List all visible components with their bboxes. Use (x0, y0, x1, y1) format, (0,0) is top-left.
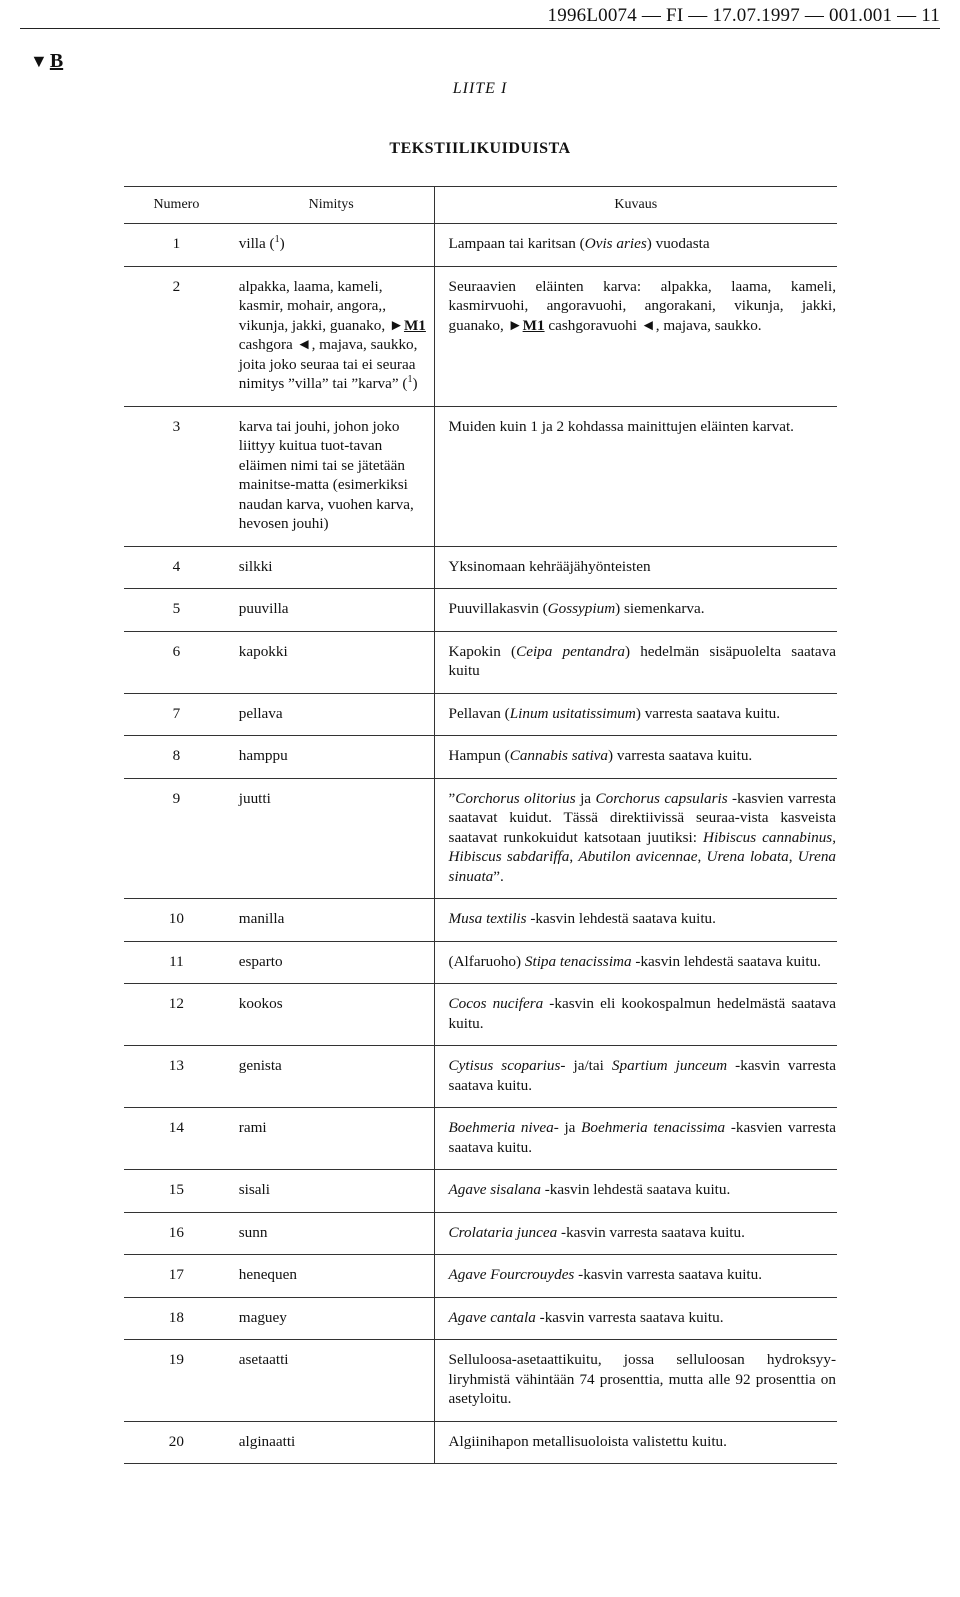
fibre-description (434, 589, 837, 632)
fibre-description-text: Agave sisalana -kasvin lehdestä saatava kuitu. (448, 1181, 731, 1198)
table-row (124, 1212, 837, 1255)
fibre-name (229, 899, 434, 942)
row-number: 8 (124, 736, 229, 779)
row-number: 11 (124, 941, 229, 984)
fibre-description-text: Agave cantala -kasvin varresta saatava kuitu. (448, 1308, 724, 1326)
fibre-description (434, 631, 837, 693)
fibre-description (434, 1212, 837, 1255)
fibre-description (434, 546, 837, 589)
fibre-name-text: villa ($^1$) (238, 233, 285, 252)
table-row (124, 266, 837, 406)
fibre-name-text: sunn (238, 1223, 268, 1241)
row-number: 14 (124, 1108, 229, 1170)
amendment-marker (30, 50, 63, 73)
document-reference-header: 1996L0074 — FI — 17.07.1997 — 001.001 — 11 (547, 5, 940, 26)
fibre-name (229, 631, 434, 693)
row-number: 19 (124, 1340, 229, 1422)
fibre-name-text: manilla (238, 910, 285, 927)
fibre-name-text: karva tai jouhi, johon joko liittyy kuitua tuot-tavan eläimen nimi tai se jätetään mainitse-matta (esimerkiksi naudan karva, vuohen karva, hevosen jouhi) (238, 417, 414, 532)
fibre-name (229, 984, 434, 1046)
header-rule (20, 28, 940, 29)
table-row (124, 631, 837, 693)
fibre-description (434, 736, 837, 779)
fibre-description (434, 224, 837, 267)
fibre-name (229, 1255, 434, 1298)
table-row (124, 941, 837, 984)
fibre-description-text: Selluloosa-asetaattikuitu, jossa selluloosan hydroksyy-liryhmistä vähintään 74 prosenttia, mutta alle 92 prosenttia on asetyloitu. (448, 1351, 836, 1407)
fibre-description-text: Cytisus scoparius- ja/tai Spartium junceum -kasvin varresta saatava kuitu. (448, 1057, 836, 1094)
fibre-name (229, 693, 434, 736)
fibre-description-text: Pellavan (Linum usitatissimum) varresta saatava kuitu. (448, 704, 781, 722)
fibre-description (434, 984, 837, 1046)
table-row (124, 546, 837, 589)
table-row (124, 1170, 837, 1213)
fibre-name (229, 1170, 434, 1213)
table-row (124, 1046, 837, 1108)
row-number: 10 (124, 899, 229, 942)
fibre-name (229, 1297, 434, 1340)
row-number: 6 (124, 631, 229, 693)
fibre-description-text: Hampun (Cannabis sativa) varresta saatava kuitu. (448, 747, 753, 764)
fibre-name (229, 224, 434, 267)
fibre-name-text: kapokki (238, 642, 288, 660)
fibre-description (434, 941, 837, 984)
row-number: 15 (124, 1170, 229, 1213)
fibre-name-text: asetaatti (238, 1351, 289, 1368)
fibre-description-text: Musa textilis -kasvin lehdestä saatava kuitu. (448, 910, 716, 927)
row-number: 4 (124, 546, 229, 589)
table-row (124, 589, 837, 632)
fibre-description-text: Yksinomaan kehrääjähyönteisten (448, 557, 651, 575)
fibre-description-text: Crolataria juncea -kasvin varresta saatava kuitu. (448, 1223, 745, 1241)
fibre-description (434, 1108, 837, 1170)
fibre-name-text: henequen (238, 1266, 297, 1283)
fibre-description (434, 1297, 837, 1340)
fibre-description (434, 406, 837, 546)
annex-title: LIITE I (452, 80, 508, 97)
row-number: 20 (124, 1421, 229, 1464)
fibre-description-text: Puuvillakasvin (Gossypium) siemenkarva. (448, 600, 705, 617)
fibre-description (434, 778, 837, 899)
fibre-name-text: alpakka, laama, kameli, kasmir, mohair, angora,, vikunja, jakki, guanako, ►M1 cashgora ◄, majava, saukko, joita joko seuraa tai ei seuraa nimitys ”villa” tai ”karva” ($^1$) (238, 277, 426, 392)
row-number: 1 (124, 224, 229, 267)
table-row (124, 899, 837, 942)
down-triangle-icon: ▼ (30, 51, 48, 71)
fibre-name-text: maguey (238, 1308, 287, 1326)
table-row (124, 224, 837, 267)
table-row (124, 1108, 837, 1170)
table-row (124, 778, 837, 899)
fibre-description (434, 266, 837, 406)
row-number: 3 (124, 406, 229, 546)
table-row (124, 1421, 837, 1464)
row-number: 7 (124, 693, 229, 736)
column-header-name: Nimitys (229, 187, 434, 224)
fibre-description-text: Cocos nucifera -kasvin eli kookospalmun hedelmästä saatava kuitu. (448, 995, 836, 1032)
fibre-description-text: Seuraavien eläinten karva: alpakka, laama, kameli, kasmirvuohi, angoravuohi, angorakani, vikunja, jakki, guanako, ►M1 cashgoravuohi ◄, majava, saukko. (448, 277, 836, 334)
table-row (124, 1255, 837, 1298)
fibre-description-text: Algiinihapon metallisuoloista valistettu kuitu. (448, 1432, 727, 1450)
fibre-name (229, 1046, 434, 1108)
fibre-description-text: Boehmeria nivea- ja Boehmeria tenacissima -kasvien varresta saatava kuitu. (448, 1119, 836, 1156)
row-number: 13 (124, 1046, 229, 1108)
fibre-name (229, 778, 434, 899)
column-header-description: Kuvaus (434, 187, 837, 224)
row-number: 2 (124, 266, 229, 406)
fibre-name-text: puuvilla (238, 600, 289, 617)
fibre-description-text: Muiden kuin 1 ja 2 kohdassa mainittujen eläinten karvat. (448, 417, 794, 435)
fibre-name-text: sisali (238, 1181, 270, 1198)
fibre-name (229, 736, 434, 779)
marker-letter: B (49, 50, 64, 72)
row-number: 12 (124, 984, 229, 1046)
fibre-name-text: genista (238, 1057, 282, 1074)
fibre-name-text: pellava (238, 704, 283, 722)
fibre-description-text: ”Corchorus olitorius ja Corchorus capsularis -kasvien varresta saatavat kuidut. Tässä direktiivissä seuraa-vista kasveista saatavat runkokuidut katsotaan juutiksi: Hibiscus cannabinus, Hibiscus sabdariffa, Abutilon avicennae, Urena lobata, Urena sinuata”. (448, 789, 837, 885)
table-row (124, 1340, 837, 1422)
table-row (124, 406, 837, 546)
fibre-description (434, 1255, 837, 1298)
fibre-name (229, 1108, 434, 1170)
row-number: 5 (124, 589, 229, 632)
fibre-name (229, 1212, 434, 1255)
row-number: 17 (124, 1255, 229, 1298)
fibre-name (229, 589, 434, 632)
fibre-name (229, 266, 434, 406)
fibre-name (229, 406, 434, 546)
table-body (124, 224, 837, 1464)
column-header-number: Numero (124, 187, 229, 224)
fibre-name-text: alginaatti (238, 1432, 296, 1450)
table-row (124, 693, 837, 736)
fibre-description (434, 693, 837, 736)
fibre-description-text: Agave Fourcrouydes -kasvin varresta saatava kuitu. (448, 1266, 763, 1283)
fibre-name (229, 1340, 434, 1422)
fibre-name-text: juutti (238, 789, 271, 807)
table-row (124, 1297, 837, 1340)
table-header-row (124, 187, 837, 224)
table-row (124, 736, 837, 779)
row-number: 18 (124, 1297, 229, 1340)
document-title: TEKSTIILIKUIDUISTA (389, 140, 571, 157)
fibre-description (434, 1046, 837, 1108)
fibre-name (229, 546, 434, 589)
fibre-description (434, 1170, 837, 1213)
fibre-name-text: rami (238, 1119, 267, 1136)
fibre-description (434, 1421, 837, 1464)
fibre-name-text: kookos (238, 995, 283, 1012)
fibre-name-text: hamppu (238, 747, 288, 764)
row-number: 9 (124, 778, 229, 899)
fibre-name (229, 1421, 434, 1464)
fibre-name (229, 941, 434, 984)
fibre-description-text: Lampaan tai karitsan (Ovis aries) vuodasta (448, 235, 710, 252)
row-number: 16 (124, 1212, 229, 1255)
fibre-description-text: Kapokin (Ceipa pentandra) hedelmän sisäpuolelta saatava kuitu (448, 642, 836, 679)
fibre-description (434, 899, 837, 942)
fibre-description (434, 1340, 837, 1422)
fibre-description-text: (Alfaruoho) Stipa tenacissima -kasvin lehdestä saatava kuitu. (448, 952, 821, 970)
fibre-name-text: esparto (238, 952, 283, 970)
fibre-name-text: silkki (238, 557, 273, 575)
fibre-table (124, 186, 837, 1464)
table-row (124, 984, 837, 1046)
